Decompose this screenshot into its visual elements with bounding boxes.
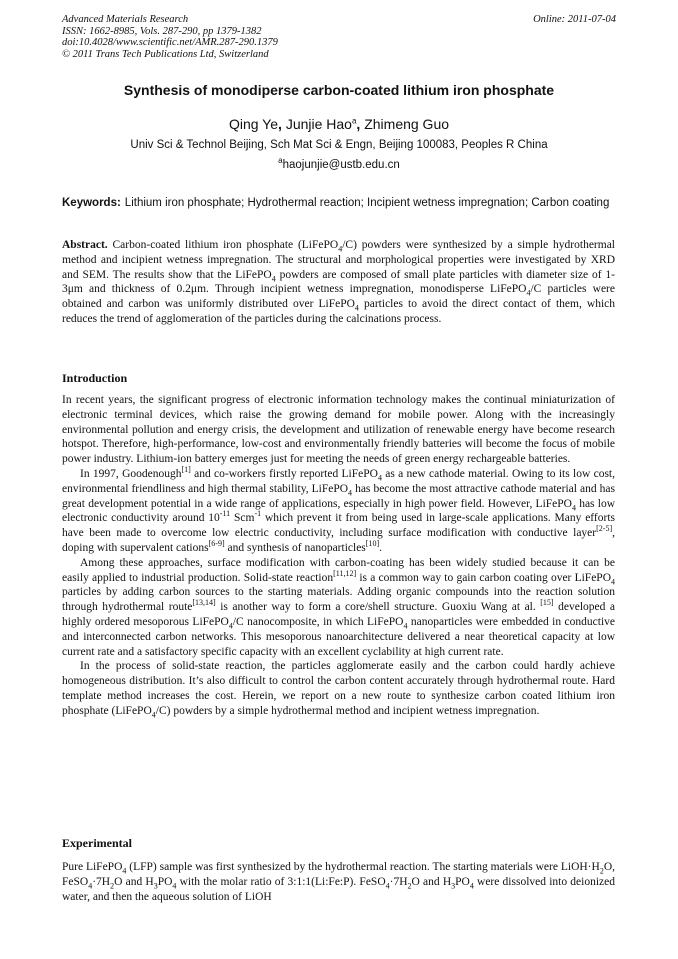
email-superscript: a [278,156,283,166]
text-run: which prevent it from being used in large-scale applications. Many efforts have been made to overcome low electric conductivity, including surface modification with conductive layer [62,512,615,540]
text-run: and synthesis of nanoparticles [224,541,366,554]
subscript: 4 [338,244,343,254]
subscript: 3 [451,881,456,891]
text-run: Pure LiFePO [62,861,123,873]
abstract-text: /C) powders were synthesized by a simple hydrothermal method and incipient wetness impregnation. The structural and morphological properties were investigated by XRD and SEM. The results show that the LiFePO [62,239,615,281]
text-run: Among these approaches, surface modification with carbon-coating has been widely studied because it can be easily applied to industrial production. Solid-state reaction [62,556,615,584]
text-run: were dissolved into deionized water, and then the aqueous solution of LiOH [62,875,615,903]
text-run: In 1997, Goodenough [80,467,182,480]
subscript: 3 [153,881,158,891]
subscript: 4 [228,621,233,631]
paper-title: Synthesis of monodiperse carbon-coated lithium iron phosphate [123,82,555,98]
citation: [11,12] [333,568,357,578]
text-run: PO [157,875,173,888]
text-run: Scm [230,512,255,525]
abstract-text: particles to avoid the direct contact of them, which reduces the trend of agglomeration of the particles during the calcinations process. [62,298,615,325]
subscript: 4 [377,473,382,483]
text-run: ·7H [389,875,408,888]
affiliation: Univ Sci & Technol Beijing, Sch Mat Sci & Engn, Beijing 100083, Peoples R China [130,139,548,151]
text-run: ·7H [92,875,111,888]
online-date: Online: 2011-07-04 [533,14,616,25]
text-run: . [379,541,382,554]
abstract-text: powders are composed of small plate particles with diameter size of 1-3μm and thickness of 0.2μm. Through incipient wetness impregnation, monodisperse LiFePO [62,268,615,296]
section-heading-introduction: Introduction [62,371,128,385]
subscript: 4 [571,502,576,512]
text-run: developed a highly ordered mesoporous LiFePO [62,601,615,628]
exponent: -11 [219,509,231,519]
subscript: 4 [403,621,408,631]
text-run: O and H [411,875,452,888]
paragraph [62,467,615,556]
subscript: 4 [385,881,390,891]
copyright-line: © 2011 Trans Tech Publications Ltd, Switzerland [62,48,269,60]
text-run: has become the most attractive cathode material and has great development potential in a wide range of applications, especially in high power field. However, LiFePO [62,482,615,510]
text-run: has low electronic conductivity around 10 [62,497,615,525]
paragraph: In recent years, the significant progress of electronic information technology makes the continual miniaturization of electronic terminal devices, which raise the growing demand for mobile power. Along with the increasingly environmental pollution and energy crisis, the development and utilization of renewable energy have become research hotspot. Therefore, high-performance, low-cost and environmentally friendly batteries will become the focus of mobile power industry. Lithium-ion battery emerges just for meeting the needs of green energy rechargeable batteries. [62,394,615,466]
doi-line: doi:10.4028/www.scientific.net/AMR.287-290.1379 [62,37,278,49]
citation: [15] [540,598,554,608]
subscript: 2 [407,881,412,891]
citation: [13,14] [192,598,216,608]
subscript: 4 [271,273,276,283]
abstract [62,238,615,327]
subscript: 4 [151,710,156,720]
text-run: nanoparticles were embedded in conductive and interconnected carbon networks. This mesoporous nanoarchitecture delivered a near theoretical capacity at low current rate and a satisfactory specific capacity with an excellent cyclability at high current rate. [62,615,615,658]
subscript: 4 [122,866,127,876]
abstract-text: /C particles were obtained and carbon was uniformly distributed over LiFePO [62,283,615,311]
subscript: 2 [599,866,604,876]
text-run: , doping with supervalent cations [62,527,615,554]
text-run: particles by adding carbon sources to the starting materials. Adding organic compounds into the reaction solution through hydrothermal route [62,586,615,614]
journal-header [62,14,616,60]
keywords-label: Keywords: [62,197,121,209]
paragraph [62,860,615,904]
email-address: haojunjie@ustb.edu.cn [282,159,400,171]
subscript: 4 [172,881,177,891]
subscript: 4 [354,303,359,313]
abstract-text: Carbon-coated lithium iron phosphate (LiFePO [107,239,339,251]
text-run: (LFP) sample was first synthesized by the hydrothermal reaction. The starting materials were LiOH·H [126,861,600,873]
text-run: and co-workers firstly reported LiFePO [190,467,378,480]
subscript: 4 [469,881,474,891]
text-run: /C) powders by a simple hydrothermal method and incipient wetness impregnation. [155,704,540,717]
subscript: 2 [110,881,115,891]
subscript: 4 [611,576,615,586]
abstract-label: Abstract. [62,239,108,251]
text-run: /C nanocomposite, in which LiFePO [232,615,404,628]
paragraph [62,556,615,660]
email-line [62,156,616,171]
introduction-body [62,393,615,719]
citation: [6-9] [208,539,225,549]
text-run: O and H [114,875,154,888]
experimental-body [62,860,615,904]
section-heading-experimental: Experimental [62,836,132,850]
citation: [1] [181,465,191,475]
keywords-text: Lithium iron phosphate; Hydrothermal reaction; Incipient wetness impregnation; Carbon coating [124,197,610,209]
author-list: Qing Ye, Junjie Hao$^a$, Zhimeng Guo [228,116,450,132]
text-run: O, FeSO [62,861,615,888]
text-run: is a common way to gain carbon coating over LiFePO [356,571,611,584]
text-run: with the molar ratio of 3:1:1(Li:Fe:P). FeSO [176,875,386,888]
author-name: Junjie Hao [285,116,352,132]
issn-line: ISSN: 1662-8985, Vols. 287-290, pp 1379-1382 [62,25,262,37]
exponent: -1 [254,509,262,519]
paragraph [62,659,615,718]
journal-name: Advanced Materials Research [62,14,189,25]
author-name: Qing Ye [228,116,279,132]
subscript: 4 [88,881,93,891]
text-run: as a new cathode material. Owing to its low cost, environmental friendliness and high thermal stability, LiFePO [62,467,615,495]
text-run: In the process of solid-state reaction, the particles agglomerate easily and the carbon could hardly achieve homogeneous distribution. It’s also difficult to control the carbon content accurately through hydrothermal route. Hard template method increases the cost. Herein, we report on a new route to synthesize carbon coated lithium iron phosphate (LiFePO [62,660,615,717]
author-superscript: a [351,116,357,126]
subscript: 4 [348,488,353,498]
subscript: 4 [526,288,531,298]
author-name: Zhimeng Guo [364,116,450,132]
citation: [10] [365,539,380,549]
citation: [2-5] [596,524,613,534]
keywords [62,196,616,210]
text-run: is another way to form a core/shell structure. Guoxiu Wang at al. [215,601,541,614]
text-run: PO [455,875,470,888]
